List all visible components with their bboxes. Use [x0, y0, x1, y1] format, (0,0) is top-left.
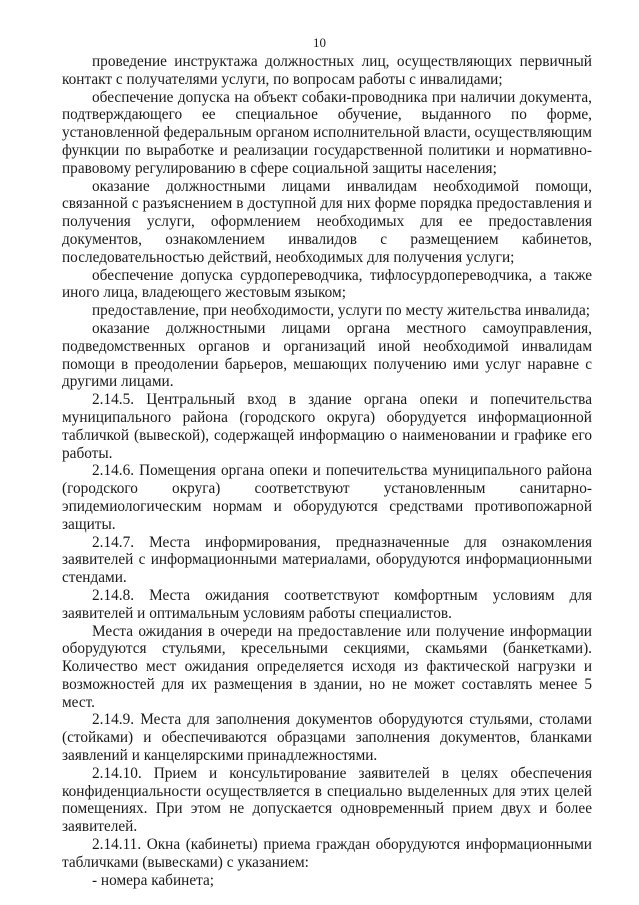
- page-number: 10: [313, 35, 326, 50]
- clause-2-14-5: 2.14.5. Центральный вход в здание органа опеки и попечительства муниципального района (городского округа) оборудуется информационной табличкой (вывеской), содержащей информацию о наименовании и графике его работы.: [62, 391, 592, 462]
- clause-2-14-6: 2.14.6. Помещения органа опеки и попечительства муниципального района (городского округа) соответствуют установленным санитарно-эпидемиологическим нормам и оборудуются средствами противопожарной защиты.: [62, 462, 592, 533]
- list-item-room-number: - номера кабинета;: [92, 871, 215, 889]
- clause-2-14-9: 2.14.9. Места для заполнения документов оборудуются стульями, столами (стойками) и обеспечиваются образцами заполнения документов, бланками заявлений и канцелярскими принадлежностями.: [62, 711, 592, 765]
- clause-2-14-10: 2.14.10. Прием и консультирование заявителей в целях обеспечения конфиденциальности осуществляется в специально выделенных для этих целей помещениях. При этом не допускается одновременный прием двух и более заявителей.: [62, 764, 592, 836]
- paragraph-waiting-places: Места ожидания в очереди на предоставление или получение информации оборудуются стульями, кресельными секциями, скамьями (банкетками). Количество мест ожидания определяется исходя из фактической нагрузки и возможностей для их размещения в здании, но не может составлять менее 5 мест.: [62, 622, 592, 711]
- paragraph-assistance: оказание должностными лицами инвалидам необходимой помощи, связанной с разъяснением в доступной для них форме порядка предоставления и получения услуги, оформлением необходимых для ее предоставления документов, ознакомлением инвалидов с размещением кабинетов, последовательностью действий, необходимых для получения услуги;: [62, 177, 592, 266]
- paragraph-barrier-help: оказание должностными лицами органа местного самоуправления, подведомственных органов и организаций иной необходимой инвалидам помощи в преодолении барьеров, мешающих получению ими услуг наравне с другими лицами.: [62, 319, 592, 391]
- paragraph-briefing: проведение инструктажа должностных лиц, осуществляющих первичный контакт с получателями услуги, по вопросам работы с инвалидами;: [62, 53, 592, 88]
- document-body: [62, 53, 592, 889]
- paragraph-guide-dog: обеспечение допуска на объект собаки-проводника при наличии документа, подтверждающего ее специальное обучение, выданного по форме, установленной федеральным органом исполнительной власти, осуществляющим функции по выработке и реализации государственной политики и нормативно-правовому регулированию в сфере социальной защиты населения;: [62, 88, 592, 177]
- clause-2-14-8: 2.14.8. Места ожидания соответствуют комфортным условиям для заявителей и оптимальным условиям работы специалистов.: [62, 586, 592, 622]
- clause-2-14-7: 2.14.7. Места информирования, предназначенные для ознакомления заявителей с информационными материалами, оборудуются информационными стендами.: [62, 533, 592, 587]
- clause-2-14-11: 2.14.11. Окна (кабинеты) приема граждан оборудуются информационными табличками (вывесками) с указанием:: [62, 836, 592, 871]
- paragraph-sign-interpreter: обеспечение допуска сурдопереводчика, тифлосурдопереводчика, а также иного лица, владеющего жестовым языком;: [62, 266, 592, 302]
- paragraph-home-service: предоставление, при необходимости, услуги по месту жительства инвалида;: [92, 302, 591, 320]
